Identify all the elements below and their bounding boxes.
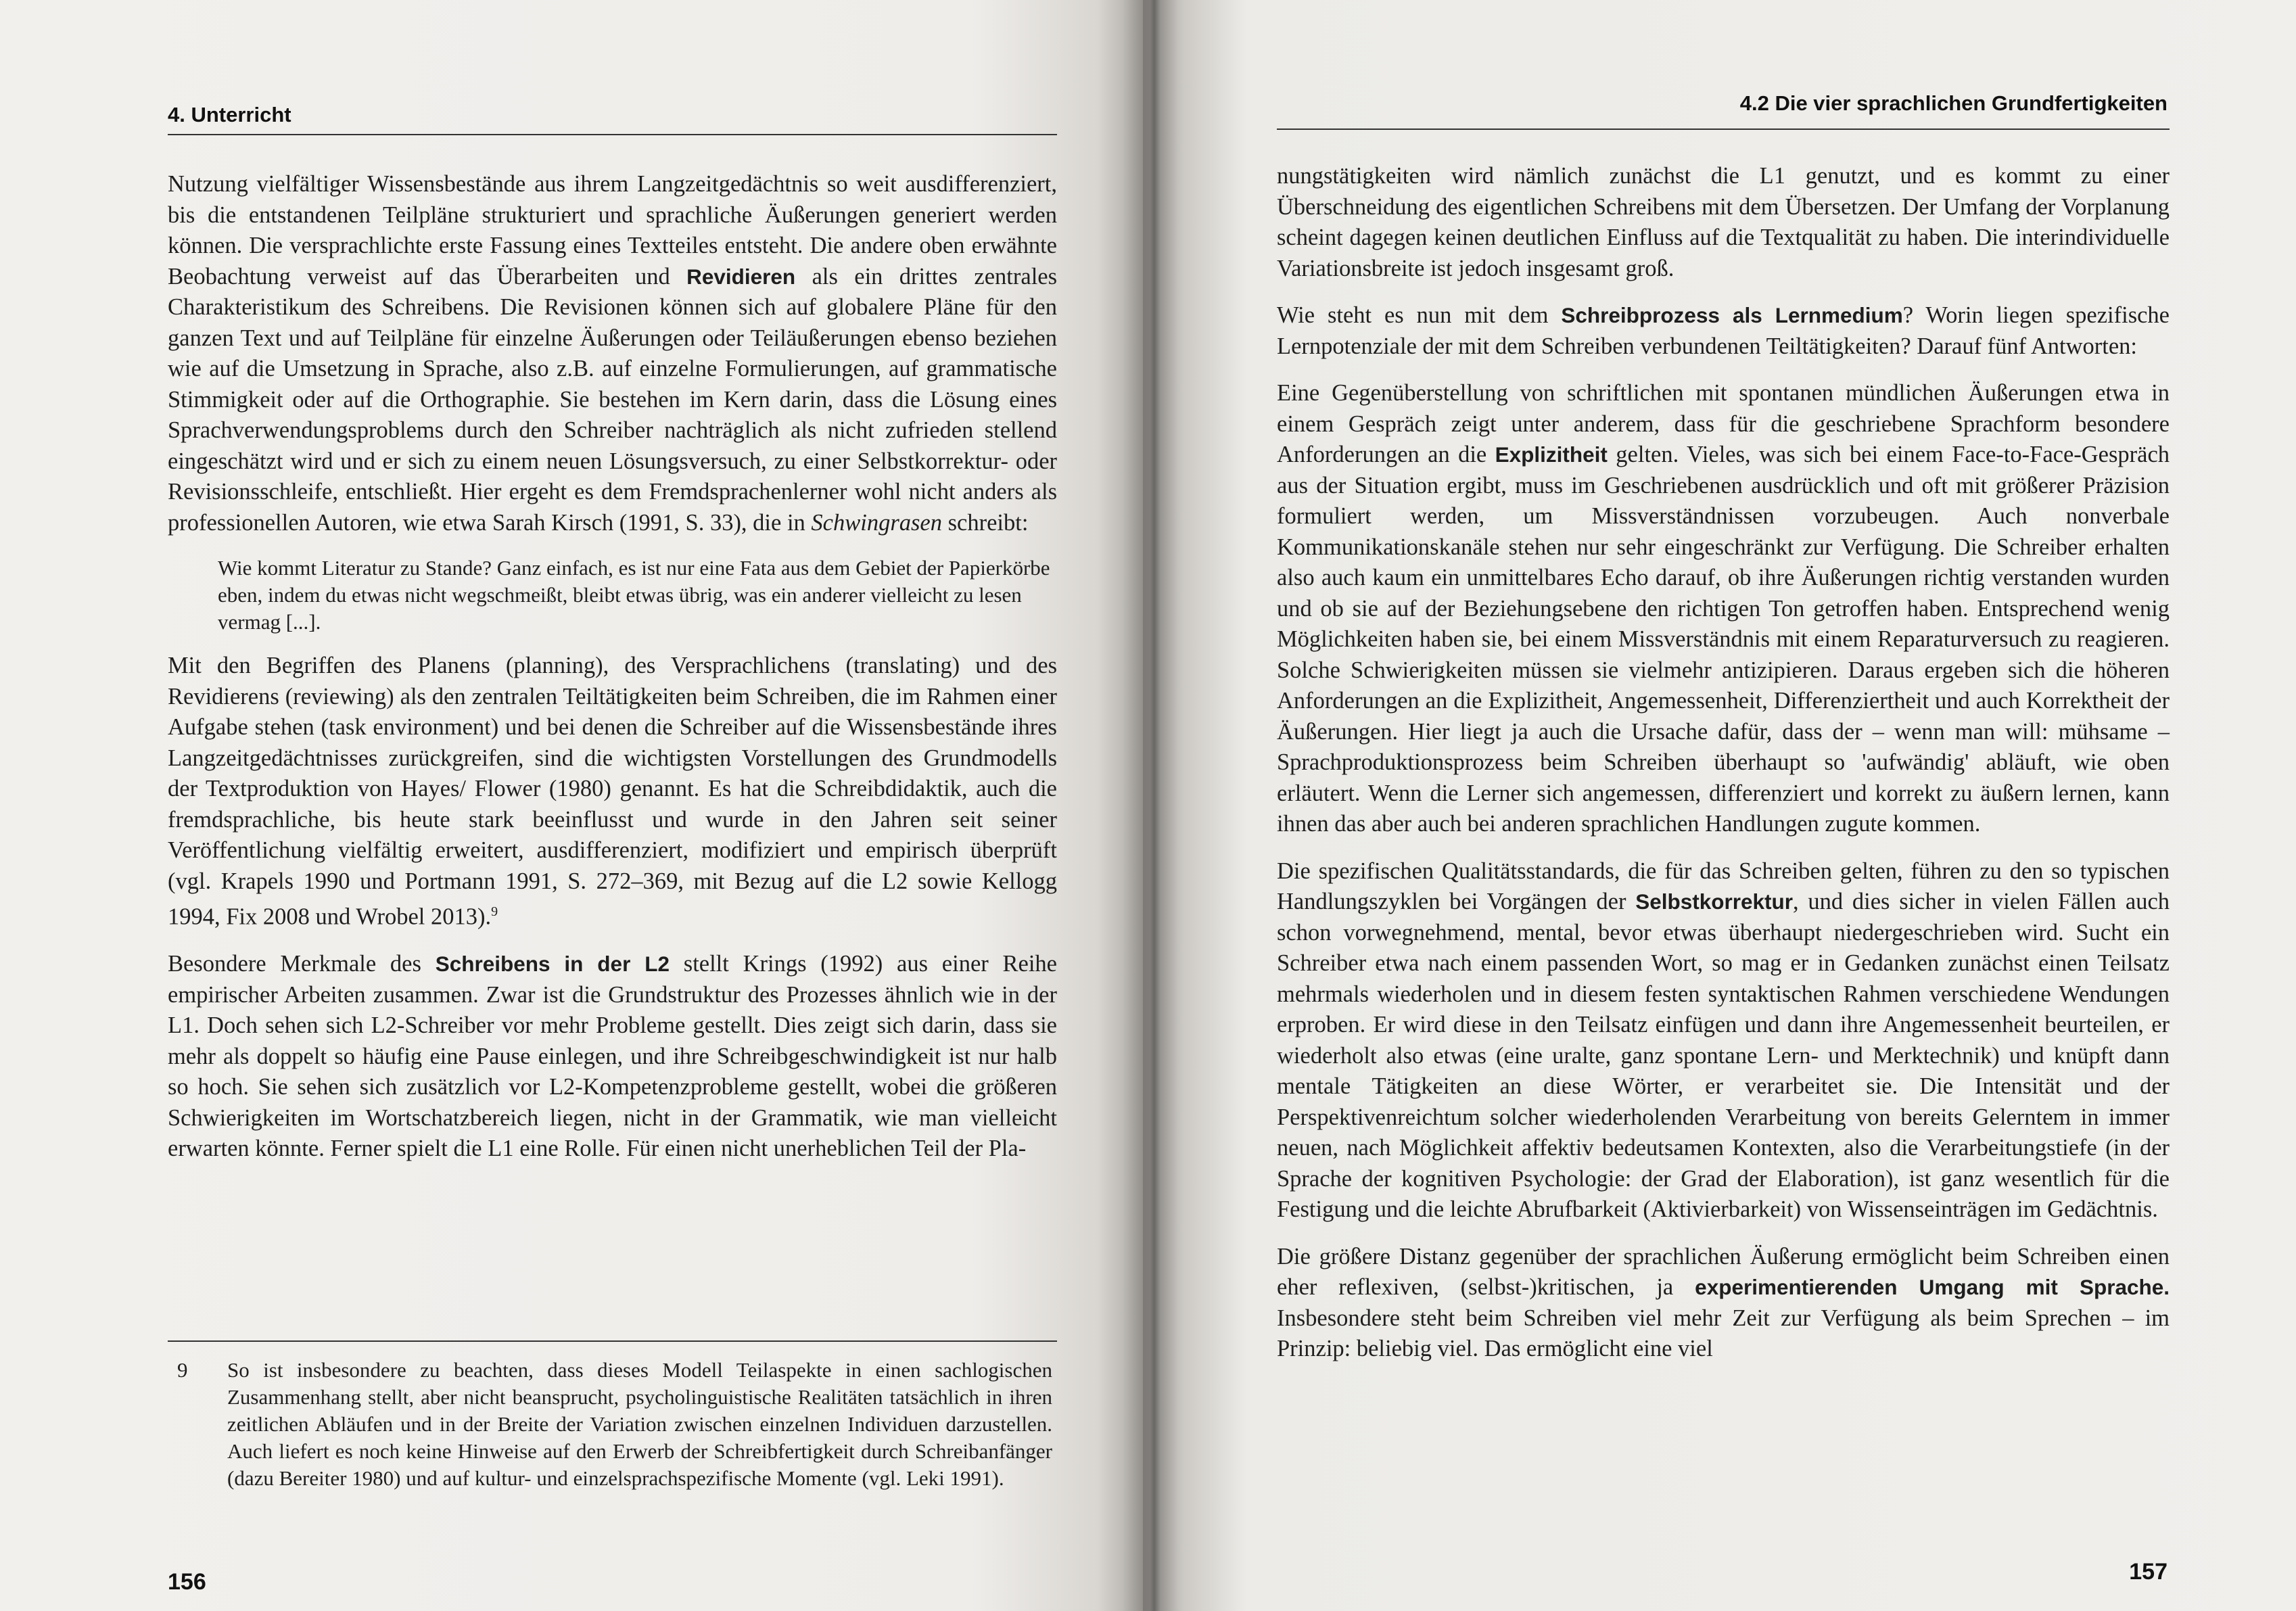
left-page xyxy=(0,0,1143,1611)
footnote xyxy=(177,1357,1056,1553)
italic-title-schwingrasen: Schwingrasen xyxy=(811,509,942,536)
right-paragraph-4: Die spezifischen Qualitätsstandards, die für das Schreiben gelten, führen zu den so typischen Handlungszyklen bei Vorgängen der Selbstkorrektur, und dies sicher in vielen Fällen auch schon vorwegnehmend, mental, bevor etwas überhaupt niedergeschrieben wird. Sucht ein Schreiber etwa nach einem passenden Wort, so mag er in Gedanken zunächst einen Teilsatz mehrmals wiederholen und in diesem festen syntaktischen Rahmen verschiedene Wendungen erproben. Er wird diese in den Teilsatz einfügen und dann ihre Angemessenheit beurteilen, er wiederholt also etwas (eine uralte, ganz spontane Lern- und Merktechnik) und knüpft dann mentale Tätigkeiten an diese Wörter, er verarbeitet sie. Die Intensität und der Perspektivenreichtum solcher wiederholenden Verarbeitung von bereits Gelerntem in immer neuen, nach Möglichkeit affektiv bedeutsamen Kontexten, also die Verarbeitungstiefe (in der Sprache der kognitiven Psychologie: der Grad der Elaboration), ist ganz wesentlich für die Festigung und die leichte Abrufbarkeit (Aktivierbarkeit) von Wissenseinträgen im Gedächtnis. xyxy=(1277,858,2170,1222)
right-running-header: 4.2 Die vier sprachlichen Grundfertigkeiten xyxy=(1739,91,2168,115)
right-paragraph-2: Wie steht es nun mit dem Schreibprozess als Lernmedium? Worin liegen spezifische Lernpotenziale der mit dem Schreiben verbundenen Teiltätigkeiten? Darauf fünf Antworten: xyxy=(1277,302,2170,359)
right-paragraph-3: Eine Gegenüberstellung von schriftlichen mit spontanen mündlichen Äußerungen etwa in einem Gespräch zeigt unter anderem, dass für die geschriebene Sprachform besondere Anforderungen an die Explizitheit gelten. Vieles, was sich bei einem Face-to-Face-Gespräch aus der Situation ergibt, muss im Geschriebenen ausdrücklich und oft mit größerer Präzision formuliert werden, um Missverständnissen vorzubeugen. Auch nonverbale Kommunikationskanäle stehen nur sehr eingeschränkt zur Verfügung. Die Schreiber erhalten also auch kaum ein unmittelbares Echo darauf, ob ihre Äußerungen richtig verstanden wurden und ob sie auf der Beziehungsebene den richtigen Ton getroffen haben. Entsprechend wenig Möglichkeiten haben sie, bei einem Missverständnis mit einem Reparaturversuch zu reagieren. Solche Schwierigkeiten müssen sie vielmehr antizipieren. Daraus ergeben sich die höheren Anforderungen an die Explizitheit, Angemessenheit, Differenziertheit und auch Korrektheit der Äußerungen. Hier liegt ja auch die Ursache dafür, dass der – wenn man will: mühsame – Sprachproduktionsprozess beim Schreiben überhaupt so 'aufwändig' abläuft, wie oben erläutert. Wenn die Lerner sich angemessen, differenziert und korrekt zu äußern lernen, kann ihnen das aber auch bei anderen sprachlichen Handlungen zugute kommen. xyxy=(1277,380,2170,837)
footnote-number: 9 xyxy=(177,1358,188,1382)
bold-term-explizitheit: Explizitheit xyxy=(1495,442,1608,467)
bold-term-lernmedium: Schreibprozess als Lernmedium xyxy=(1561,303,1903,327)
left-body-text xyxy=(168,169,1057,1181)
left-running-header: 4. Unterricht xyxy=(168,103,291,126)
bold-term-experimentierend: experimentierenden Umgang mit Sprache. xyxy=(1695,1275,2170,1299)
left-header-rule xyxy=(168,134,1057,135)
footnote-rule xyxy=(168,1340,1057,1342)
bold-term-l2: Schreibens in der L2 xyxy=(435,952,670,976)
book-gutter-shadow xyxy=(1123,0,1184,1611)
footnote-text: So ist insbesondere zu beachten, dass dieses Modell Teilaspekte in einen sachlogischen Zusammenhang stellt, aber nicht beansprucht, psycholinguistische Realitäten tatsächlich in ihren zeitlichen Abläufen und in der Breite der Variation zwischen einzelnen Individuen darzustellen. Auch liefert es noch keine Hinweise auf den Erwerb der Schreibfertigkeit durch Schreibanfänger (dazu Bereiter 1980) und auf kultur- und einzelsprachspezifische Momente (vgl. Leki 1991). xyxy=(227,1358,1052,1490)
footnote-reference[interactable]: 9 xyxy=(491,904,498,919)
left-paragraph-1: Nutzung vielfältiger Wissensbestände aus ihrem Langzeitgedächtnis so weit ausdifferenziert, bis die entstandenen Teilpläne strukturiert und sprachliche Äußerungen generiert werden können. Die versprachlichte erste Fassung eines Textteiles entsteht. Die andere oben erwähnte Beobachtung verweist auf das Überarbeiten und Revidieren als ein drittes zentrales Charakteristikum des Schreibens. Die Revisionen können sich auf globalere Pläne für den ganzen Text und auf Teilpläne für einzelne Äußerungen oder Teiläußerungen ebenso beziehen wie auf die Umsetzung in Sprache, also z.B. auf einzelne Formulierungen, auf grammatische Stimmigkeit oder auf die Orthographie. Sie bestehen im Kern darin, dass die Lösung eines Sprachverwendungsproblems durch den Schreiber nachträglich als nicht zufrieden stellend eingeschätzt wird und er sich zu einem neuen Lösungsversuch, zu einer Selbstkorrektur- oder Revisionsschleife, entschließt. Hier ergeht es dem Fremdsprachenlerner wohl nicht anders als professionellen Autoren, wie etwa Sarah Kirsch (1991, S. 33), die in Schwingrasen schreibt: xyxy=(168,171,1058,536)
right-paragraph-1: nungstätigkeiten wird nämlich zunächst die L1 genutzt, und es kommt zu einer Überschneidung des eigentlichen Schreibens mit dem Übersetzen. Der Umfang der Vorplanung scheint dagegen keinen deutlichen Einfluss auf die Textqualität zu haben. Die interindividuelle Variationsbreite ist jedoch insgesamt groß. xyxy=(1277,163,2170,281)
right-page-number: 157 xyxy=(2129,1559,2168,1585)
right-paragraph-5: Die größere Distanz gegenüber der sprachlichen Äußerung ermöglicht beim Schreiben einen eher reflexiven, (selbst-)kritischen, ja experimentierenden Umgang mit Sprache. Insbesondere steht beim Schreiben viel mehr Zeit zur Verfügung als beim Sprechen – im Prinzip: beliebig viel. Das ermöglicht eine viel xyxy=(1277,1243,2170,1361)
block-quote: Wie kommt Literatur zu Stande? Ganz einfach, es ist nur eine Fata aus dem Gebiet der Papierkörbe eben, indem du etwas nicht wegschmeißt, bleibt etwas übrig, was ein anderer vielleicht zu lesen vermag [...]. xyxy=(218,556,1050,634)
bold-term-selbstkorrektur: Selbstkorrektur xyxy=(1635,889,1794,914)
right-page xyxy=(1143,0,2296,1611)
left-paragraph-2: Mit den Begriffen des Planens (planning), des Versprachlichens (translating) und des Revidierens (reviewing) als den zentralen Teiltätigkeiten beim Schreiben, die im Rahmen einer Aufgabe stehen (task environment) und bei denen die Schreiber auf die Wissensbestände ihres Langzeitgedächtnisses zurückgreifen, sind die wichtigsten Vorstellungen des Grundmodells der Textproduktion von Hayes/ Flower (1980) genannt. Es hat die Schreibdidaktik, auch die fremdsprachliche, bis heute stark beeinflusst und wurde in den Jahren seit seiner Veröffentlichung vielfältig erweitert, ausdifferenziert, modifiziert und empirisch überprüft (vgl. Krapels 1990 und Portmann 1991, S. 272–369, mit Bezug auf die L2 sowie Kellogg 1994, Fix 2008 und Wrobel 2013).$^9$ xyxy=(168,653,1057,930)
left-page-number: 156 xyxy=(168,1569,206,1595)
bold-term-revidieren: Revidieren xyxy=(686,264,796,289)
right-body-text xyxy=(1277,161,2170,1381)
left-paragraph-3: Besondere Merkmale des Schreibens in der L2 stellt Krings (1992) aus einer Reihe empirischer Arbeiten zusammen. Zwar ist die Grundstruktur des Prozesses ähnlich wie in der L1. Doch sehen sich L2-Schreiber vor mehr Probleme gestellt. Dies zeigt sich darin, dass sie mehr als doppelt so häufig eine Pause einlegen, und ihre Schreibgeschwindigkeit ist nur halb so hoch. Sie sehen sich zusätzlich vor L2-Kompetenzprobleme gestellt, wobei die größeren Schwierigkeiten im Wortschatzbereich liegen, nicht in der Grammatik, wie man vielleicht erwarten könnte. Ferner spielt die L1 eine Rolle. Für einen nicht unerheblichen Teil der Pla- xyxy=(168,951,1057,1161)
right-header-rule xyxy=(1277,129,2170,130)
